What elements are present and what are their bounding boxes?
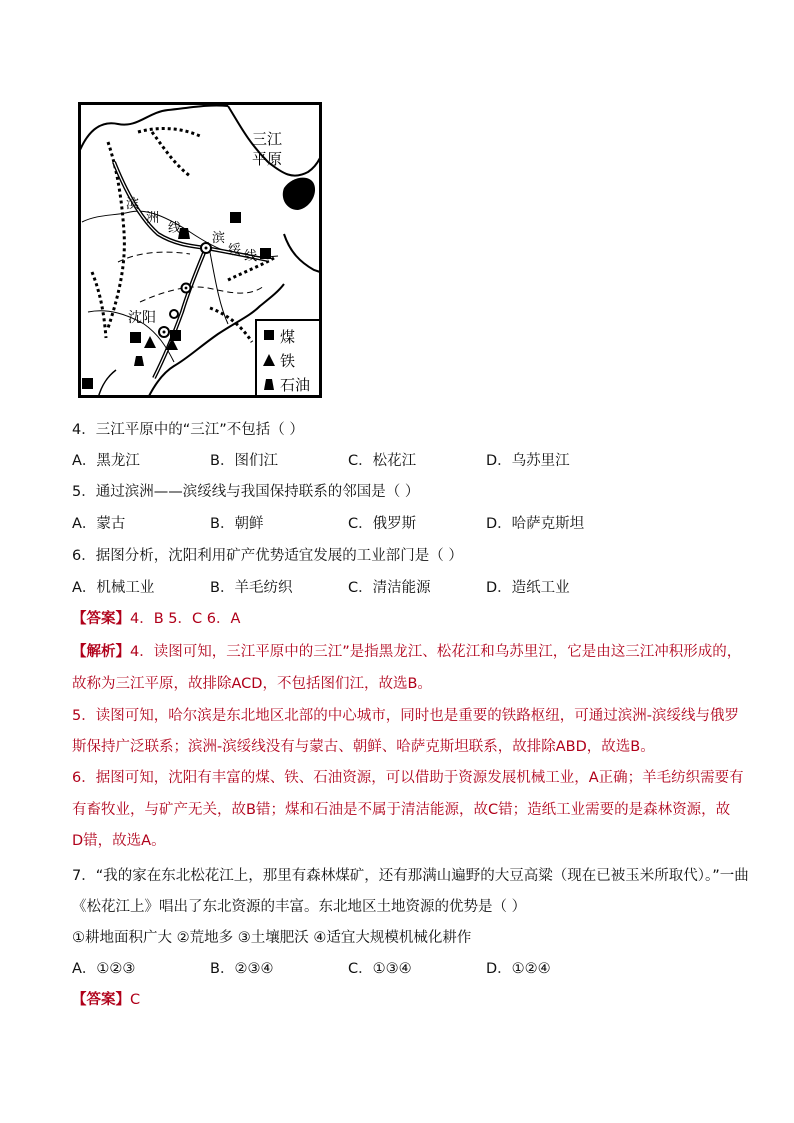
coal-icon bbox=[82, 378, 93, 389]
coal-icon bbox=[230, 212, 241, 223]
label-shenyang: 沈阳 bbox=[128, 310, 156, 326]
analysis-q5-line2: 斯保持广泛联系；滨洲-滨绥线没有与蒙古、朝鲜、哈萨克斯坦联系，故排除ABD，故选B。 bbox=[72, 739, 655, 755]
label-bin: 滨 bbox=[126, 197, 140, 212]
coal-icon bbox=[260, 248, 271, 259]
answer-block-2 bbox=[72, 990, 140, 1010]
analysis-q4-line1 bbox=[72, 642, 741, 662]
q4-option-d: D．乌苏里江 bbox=[486, 453, 570, 469]
answer-text: 4．B 5．C 6．A bbox=[130, 611, 241, 627]
q7-stem-line1: 7．“我的家在东北松花江上，那里有森林煤矿，还有那满山遍野的大豆高粱（现在已被玉米所取代）。”一曲 bbox=[72, 868, 749, 884]
answer-tag: 【答案】 bbox=[72, 611, 130, 627]
q7-option-a: A．①②③ bbox=[72, 961, 136, 977]
answer-text: C bbox=[130, 992, 141, 1008]
northeast-china-map bbox=[78, 102, 322, 398]
q7-stem-line2: 《松花江上》唱出了东北资源的丰富。东北地区土地资源的优势是（ ） bbox=[72, 899, 527, 915]
q7-option-c: C．①③④ bbox=[348, 961, 412, 977]
q7-items: ①耕地面积广大 ②荒地多 ③土壤肥沃 ④适宜大规模机械化耕作 bbox=[72, 930, 472, 946]
city-changchun-dot bbox=[185, 287, 188, 290]
analysis-q5-line1: 5．读图可知，哈尔滨是东北地区北部的中心城市，同时也是重要的铁路枢纽，可通过滨洲-滨绥线与俄罗 bbox=[72, 708, 739, 724]
label-pingyuan: 平原 bbox=[252, 150, 283, 168]
label-binsui-xian: 线 bbox=[244, 249, 258, 264]
analysis-q6-line1: 6．据图可知，沈阳有丰富的煤、铁、石油资源，可以借助于资源发展机械工业，A正确；羊毛纺织需要有 bbox=[72, 770, 744, 786]
label-binsui-bin: 滨 bbox=[212, 231, 226, 246]
q6-option-a: A．机械工业 bbox=[72, 580, 155, 596]
label-sanjiang: 三江 bbox=[252, 130, 283, 148]
label-zhou: 洲 bbox=[146, 211, 160, 226]
analysis-q6-line3: D错，故选A。 bbox=[72, 833, 166, 849]
q5-option-b: B．朝鲜 bbox=[210, 516, 264, 532]
analysis-q6-line2: 有畜牧业，与矿产无关，故B错；煤和石油是不属于清洁能源，故C错；造纸工业需要的是森林资源，故 bbox=[72, 802, 731, 818]
q4-stem: 4．三江平原中的“三江”不包括（ ） bbox=[72, 422, 304, 438]
analysis-q4-text1: 4．读图可知，三江平原中的三江”是指黑龙江、松花江和乌苏里江，它是由这三江冲积形成的， bbox=[130, 644, 742, 660]
legend-oil-label: 石油 bbox=[280, 376, 311, 394]
q5-option-d: D．哈萨克斯坦 bbox=[486, 516, 585, 532]
q4-option-a: A．黑龙江 bbox=[72, 453, 140, 469]
analysis-tag: 【解析】 bbox=[72, 644, 130, 660]
q7-option-d: D．①②④ bbox=[486, 961, 551, 977]
legend-coal-icon bbox=[264, 330, 274, 340]
q5-stem: 5．通过滨洲——滨绥线与我国保持联系的邻国是（ ） bbox=[72, 484, 420, 500]
city-siping bbox=[170, 310, 178, 318]
q4-option-c: C．松花江 bbox=[348, 453, 417, 469]
q5-option-a: A．蒙古 bbox=[72, 516, 126, 532]
q5-option-c: C．俄罗斯 bbox=[348, 516, 417, 532]
q6-option-b: B．羊毛纺织 bbox=[210, 580, 293, 596]
q6-option-c: C．清洁能源 bbox=[348, 580, 431, 596]
q4-option-b: B．图们江 bbox=[210, 453, 278, 469]
label-binsui-sui: 绥 bbox=[228, 243, 242, 258]
answer-block-1 bbox=[72, 609, 240, 629]
q6-stem: 6．据图分析，沈阳利用矿产优势适宜发展的工业部门是（ ） bbox=[72, 548, 463, 564]
legend-coal-label: 煤 bbox=[280, 328, 296, 346]
coal-icon bbox=[130, 332, 141, 343]
q6-option-d: D．造纸工业 bbox=[486, 580, 570, 596]
legend-iron-label: 铁 bbox=[280, 352, 296, 370]
analysis-q4-line2: 故称为三江平原，故排除ACD，不包括图们江，故选B。 bbox=[72, 676, 432, 692]
city-harbin-dot bbox=[205, 247, 208, 250]
label-xian1: 线 bbox=[168, 221, 182, 236]
q7-option-b: B．②③④ bbox=[210, 961, 274, 977]
city-shenyang-dot bbox=[163, 331, 166, 334]
answer-tag: 【答案】 bbox=[72, 992, 130, 1008]
